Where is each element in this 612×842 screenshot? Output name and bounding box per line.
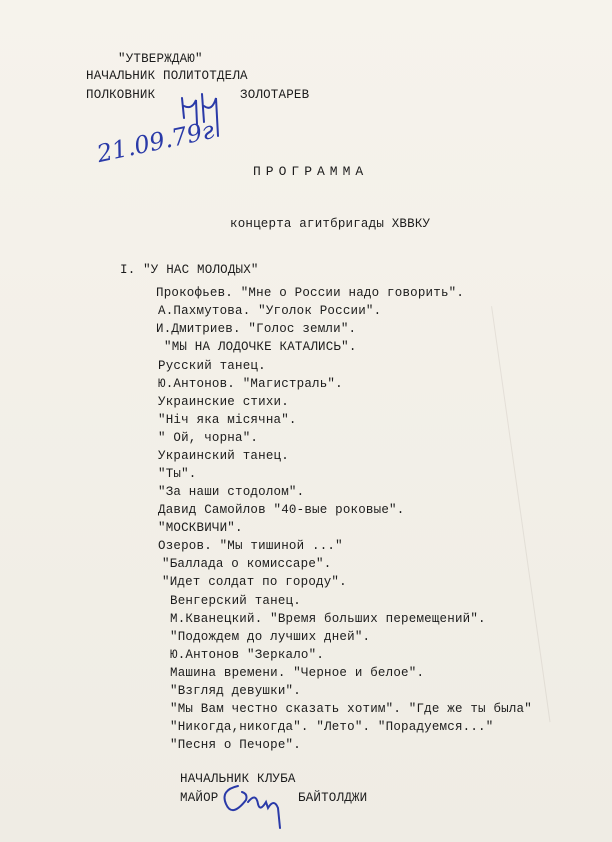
program-item: Машина времени. "Черное и белое". — [170, 666, 425, 680]
footer-signature — [218, 778, 292, 834]
program-item: "МЫ НА ЛОДОЧКЕ КАТАЛИСЬ". — [164, 340, 357, 354]
approval-position: НАЧАЛЬНИК ПОЛИТОТДЕЛА — [86, 69, 248, 83]
program-item: А.Пахмутова. "Уголок России". — [158, 304, 382, 318]
approval-stamp: "УТВЕРЖДАЮ" — [118, 52, 203, 66]
program-item: "Никогда,никогда". "Лето". "Порадуемся..." — [170, 720, 494, 734]
program-item: Давид Самойлов "40-вые роковые". — [158, 503, 405, 517]
program-item: Русский танец. — [158, 359, 266, 373]
program-item: "Мы Вам честно сказать хотим". "Где же ты была" — [170, 702, 532, 716]
program-item: Венгерский танец. — [170, 594, 301, 608]
program-item: "Баллада о комиссаре". — [162, 557, 332, 571]
page-subtitle: концерта агитбригады ХВВКУ — [230, 217, 431, 231]
program-item: "Песня о Печоре". — [170, 738, 301, 752]
approval-name: ЗОЛОТАРЕВ — [240, 88, 310, 102]
program-item: Украинский танец. — [158, 449, 289, 463]
footer-rank: МАЙОР — [180, 791, 219, 805]
program-item: Украинские стихи. — [158, 395, 289, 409]
program-item: "Идет солдат по городу". — [162, 575, 347, 589]
section-heading: I. "У НАС МОЛОДЫХ" — [120, 263, 259, 277]
program-item: И.Дмитриев. "Голос земли". — [156, 322, 357, 336]
paper-fold — [491, 298, 610, 722]
footer-position: НАЧАЛЬНИК КЛУБА — [180, 772, 296, 786]
program-item: " Ой, чорна". — [158, 431, 259, 445]
approval-date: 21.09.79г — [94, 115, 217, 169]
program-item: "Подождем до лучших дней". — [170, 630, 371, 644]
program-item: М.Кванецкий. "Время больших перемещений". — [170, 612, 486, 626]
program-item: Прокофьев. "Мне о России надо говорить". — [156, 286, 465, 300]
program-item: "МОСКВИЧИ". — [158, 521, 243, 535]
approval-rank: ПОЛКОВНИК — [86, 88, 156, 102]
page-title: ПРОГРАММА — [253, 164, 369, 179]
program-item: "Взгляд девушки". — [170, 684, 301, 698]
program-item: "За наши стодолом". — [158, 485, 305, 499]
program-item: "Нiч яка мiсячна". — [158, 413, 297, 427]
program-item: Ю.Антонов. "Магистраль". — [158, 377, 343, 391]
program-item: "Ты". — [158, 467, 197, 481]
program-item: Ю.Антонов "Зеркало". — [170, 648, 325, 662]
footer-name: БАЙТОЛДЖИ — [298, 791, 368, 805]
program-item: Озеров. "Мы тишиной ..." — [158, 539, 343, 553]
